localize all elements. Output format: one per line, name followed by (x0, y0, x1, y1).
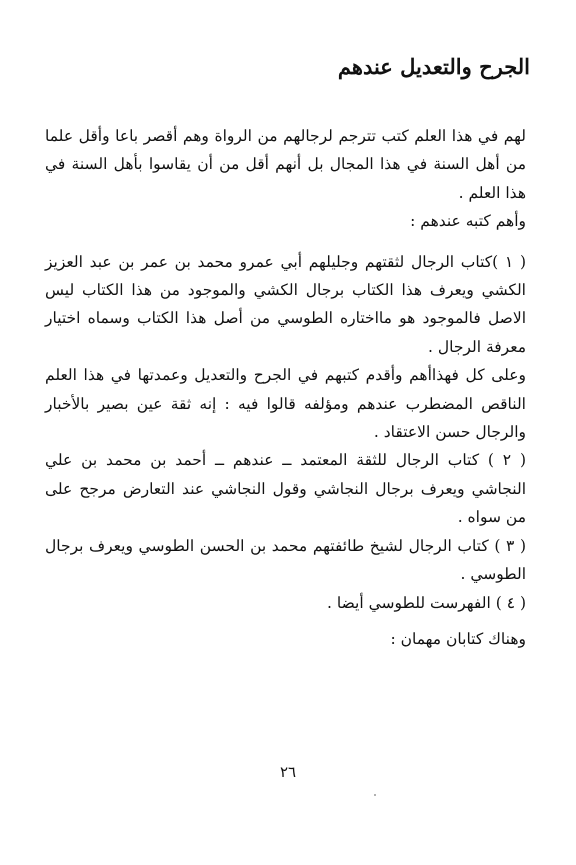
body-text (45, 122, 526, 653)
paper-speck (374, 794, 376, 796)
list-item-1-note: وعلى كل فهذاأهم وأقدم كتبهم في الجرح والتعديل وعمدتها في هذا العلم الناقص المضطرب عندهم ومؤلفه قالوا فيه : إنه ثقة عين بصير بالأخبار والرجال حسن الاعتقاد . (45, 366, 526, 442)
section-heading: الجرح والتعديل عندهم (337, 54, 530, 79)
list-item-1: ( ١ )كتاب الرجال لثقتهم وجليلهم أبي عمرو محمد بن عمر بن عبد العزيز الكشي ويعرف هذا الكتاب برجال الكشي والموجود من هذا الكتاب ليس الاصل فالموجود هو مااختاره الطوسي من أصل هذا الكتاب وسماه اختيار معرفة الرجال . (45, 252, 526, 356)
list-item-2: ( ٢ ) كتاب الرجال للثقة المعتمد ــ عندهم ــ أحمد بن محمد بن علي النجاشي ويعرف برجال النجاشي وقول النجاشي عند التعارض مرجح على من سواه . (45, 451, 526, 527)
intro-paragraph: لهم في هذا العلم كتب تترجم لرجالهم من الرواة وهم أقصر باعا وأقل علما من أهل السنة في هذا المجال بل أنهم أقل من أن يقاسوا بأهل السنة في هذا العلم . (45, 127, 526, 202)
closing-line: وهناك كتابان مهمان : (390, 629, 526, 648)
page-number: ٢٦ (279, 763, 297, 781)
list-item-3: ( ٣ ) كتاب الرجال لشيخ طائفتهم محمد بن الحسن الطوسي ويعرف برجال الطوسي . (45, 536, 526, 584)
books-intro-line: وأهم كتبه عندهم : (410, 212, 526, 231)
list-item-4: ( ٤ ) الفهرست للطوسي أيضا . (327, 593, 526, 612)
